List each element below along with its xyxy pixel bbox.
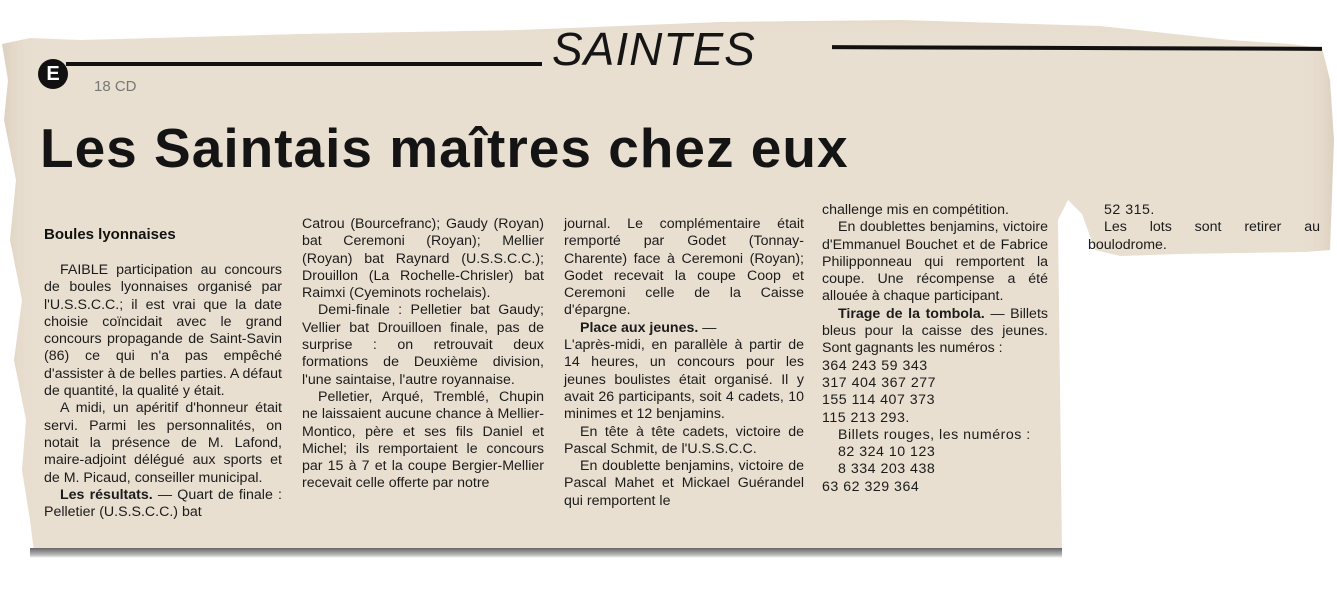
red-ticket-number: 52 315. [1104, 202, 1155, 218]
blue-ticket-number: 115 213 293. [822, 409, 910, 426]
red-tickets-intro: Billets rouges, les numéros : [838, 426, 1031, 443]
article-column-1 [44, 262, 282, 521]
paragraph: Les lots sont retirer au boulodrome. [1088, 219, 1320, 253]
paragraph: challenge mis en compétition. [822, 202, 1009, 218]
tombola-text: — Billets bleus pour la caisse des jeunes. Sont gagnants les numéros : [822, 305, 1048, 357]
article-column-5 [1088, 202, 1320, 254]
paragraph: Catrou (Bourcefranc); Gaudy (Royan) bat Ceremoni (Royan); Mellier (Royan) bat Raynard (U.S.S.C.C.); Drouillon (La Rochelle-Chrisler) bat Raimxi (Cyeminots rochelais). [302, 216, 544, 302]
blue-ticket-number: 317 404 367 277 [822, 374, 937, 391]
clipping-shadow [30, 548, 1062, 558]
paragraph [44, 487, 282, 522]
blue-ticket-number: 155 114 407 373 [822, 392, 935, 409]
paragraph [822, 306, 1048, 358]
article-headline: Les Saintais maîtres chez eux [40, 117, 849, 179]
paragraph: FAIBLE participation au concours de boules lyonnaises organisé par l'U.S.S.C.C.; il est vrai que la date choisie coïncidait avec le grand concours propagande de Saint-Savin (86) ce qui n'a pas empêché d'assister à de belles parties. A défaut de quantité, la qualité y était. [44, 262, 282, 400]
section-rule-left [66, 62, 542, 66]
tombola-subtitle: Tirage de la tombola. [838, 305, 985, 322]
article-column-4 [822, 202, 1048, 496]
section-title: SAINTES [552, 23, 756, 75]
red-ticket-number: 82 324 10 123 [838, 444, 936, 461]
paragraph: En doublette benjamins, victoire de Pascal Mahet et Mickael Guérandel qui remportent le [564, 458, 804, 509]
article-rubric: Boules lyonnaises [44, 226, 176, 243]
paragraph: L'après-midi, en parallèle à partir de 14 heures, un concours pour les jeunes boulistes était organisé. Il y avait 26 participants, soit 4 cadets, 10 minimes et 12 benjamins. [564, 337, 804, 423]
red-ticket-number: 63 62 329 364 [822, 478, 920, 495]
paragraph: A midi, un apéritif d'honneur était servi. Parmi les personnalités, on notait la présence de M. Lafond, maire-adjoint délégué aux sports et de M. Picaud, conseiller municipal. [44, 400, 282, 486]
article-column-3 [564, 216, 804, 510]
red-ticket-number: 8 334 203 438 [838, 461, 936, 478]
results-subtitle: Les résultats. [60, 486, 153, 503]
paragraph: En doublettes benjamins, victoire d'Emmanuel Bouchet et de Fabrice Philipponneau qui remportent la coupe. Une récompense a été allouée à chaque participant. [822, 219, 1048, 305]
paragraph: journal. Le complémentaire était remporté par Godet (Tonnay-Charente) face à Ceremoni (Royan); Godet recevait la coupe Coop et Ceremoni celle de la Caisse d'épargne. [564, 216, 804, 319]
page-reference: 18 CD [94, 78, 137, 95]
youth-subtitle: Place aux jeunes. [580, 319, 699, 336]
results-text: — Quart de finale : Pelletier (U.S.S.C.C.) bat [44, 486, 282, 521]
blue-ticket-number: 364 243 59 343 [822, 357, 928, 374]
paragraph: Pelletier, Arqué, Tremblé, Chupin ne laissaient aucune chance à Mellier-Montico, père et ses fils Daniel et Michel; ils remportaient le concours par 15 à 7 et la coupe Bergier-Mellier recevait celle offerte par notre [302, 388, 544, 492]
paragraph: En tête à tête cadets, victoire de Pascal Schmit, de l'U.S.S.C.C. [564, 423, 804, 457]
article-column-2 [302, 216, 544, 493]
paragraph: Demi-finale : Pelletier bat Gaudy; Vellier bat Drouilloen finale, pas de surprise : on retrouvait deux formations de Deuxième division, l'une saintaise, l'autre royannaise. [302, 302, 544, 388]
section-badge: E [38, 59, 68, 89]
subtitle-dash: — [698, 319, 717, 336]
paragraph [564, 320, 804, 337]
